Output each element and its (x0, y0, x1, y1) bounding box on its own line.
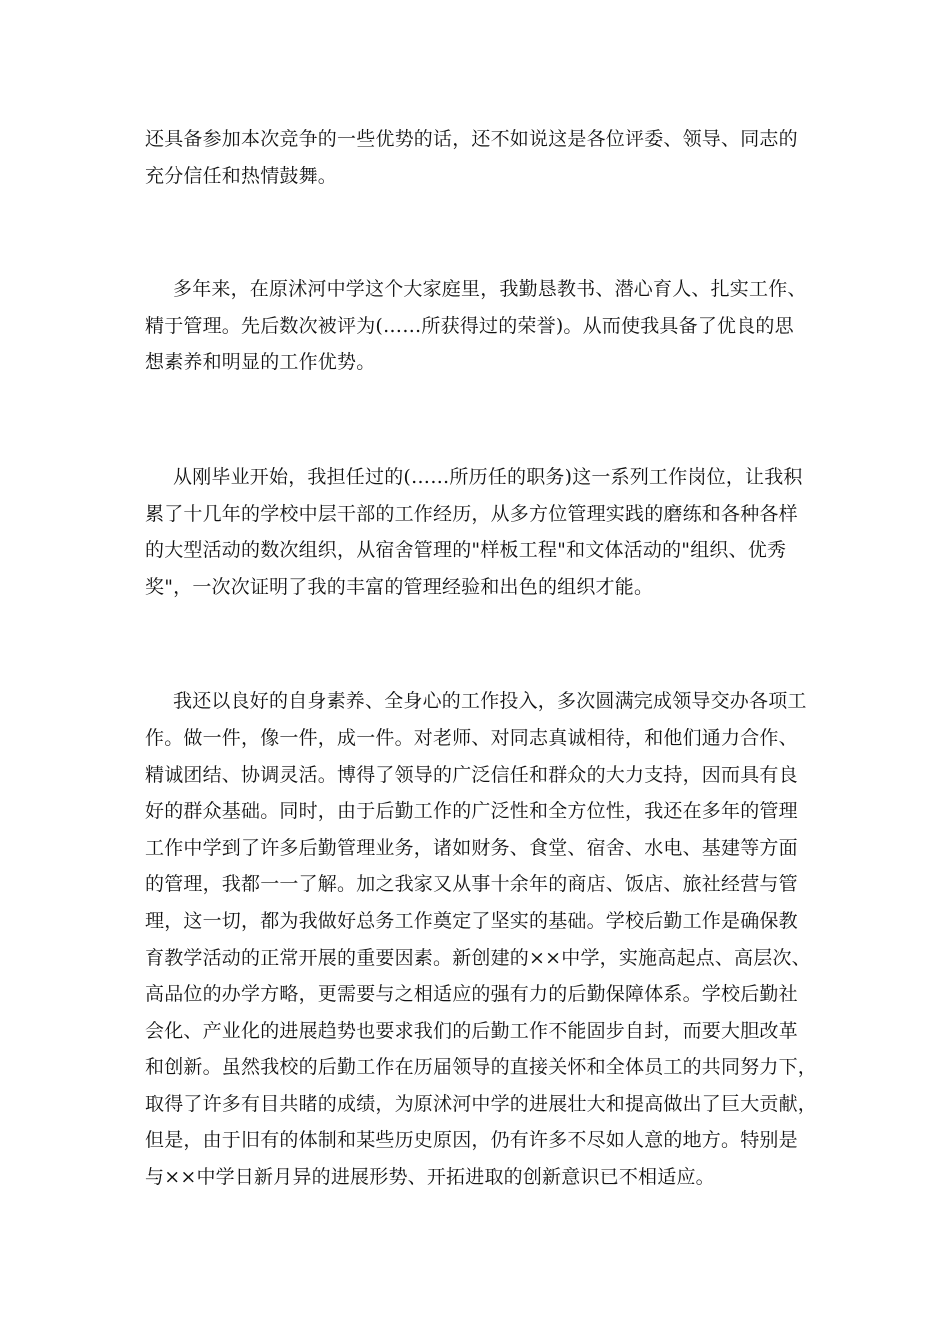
text-line: 好的群众基础。同时，由于后勤工作的广泛性和全方位性，我还在多年的管理 (145, 800, 798, 823)
text-line: 多年来，在原沭河中学这个大家庭里，我勤恳教书、潜心育人、扎实工作、 (173, 278, 807, 301)
text-line: 奖"，一次次证明了我的丰富的管理经验和出色的组织才能。 (145, 575, 654, 598)
text-line: 的大型活动的数次组织，从宿舍管理的"样板工程"和文体活动的"组织、优秀 (145, 539, 787, 562)
paragraph-3 (145, 459, 810, 605)
document-page (145, 121, 818, 1196)
text-line: 会化、产业化的进展趋势也要求我们的后勤工作不能固步自封，而要大胆改革 (145, 1019, 798, 1042)
text-line: 充分信任和热情鼓舞。 (145, 164, 338, 187)
text-line: 从刚毕业开始，我担任过的(……所历任的职务)这一系列工作岗位，让我积 (173, 465, 803, 488)
text-line: 和创新。虽然我校的后勤工作在历届领导的直接关怀和全体员工的共同努力下， (145, 1056, 818, 1079)
paragraph-4 (145, 683, 818, 1195)
text-line: 累了十几年的学校中层干部的工作经历，从多方位管理实践的磨练和各种各样 (145, 502, 798, 525)
text-line: 还具备参加本次竞争的一些优势的话，还不如说这是各位评委、领导、同志的 (145, 128, 798, 150)
text-line: 取得了许多有目共睹的成绩，为原沭河中学的进展壮大和提高做出了巨大贡献， (145, 1092, 818, 1115)
text-line: 工作中学到了许多后勤管理业务，诸如财务、食堂、宿舍、水电、基建等方面 (145, 836, 798, 859)
text-line: 的管理，我都一一了解。加之我家又从事十余年的商店、饭店、旅社经营与管 (145, 873, 798, 896)
text-line: 我还以良好的自身素养、全身心的工作投入，多次圆满完成领导交办各项工 (173, 690, 807, 713)
text-line: 理，这一切，都为我做好总务工作奠定了坚实的基础。学校后勤工作是确保教 (145, 909, 798, 932)
text-line: 作。做一件，像一件，成一件。对老师、对同志真诚相待，和他们通力合作、 (145, 726, 798, 749)
text-line: 育教学活动的正常开展的重要因素。新创建的××中学，实施高起点、高层次、 (145, 946, 811, 969)
text-line: 想素养和明显的工作优势。 (145, 351, 376, 374)
text-line: 精于管理。先后数次被评为(……所获得过的荣誉)。从而使我具备了优良的思 (145, 314, 794, 337)
text-line: 但是，由于旧有的体制和某些历史原因，仍有许多不尽如人意的地方。特别是 (145, 1129, 798, 1152)
text-line: 高品位的办学方略，更需要与之相适应的强有力的后勤保障体系。学校后勤社 (145, 983, 798, 1006)
text-line: 与××中学日新月异的进展形势、开拓进取的创新意识已不相适应。 (145, 1166, 715, 1189)
text-line: 精诚团结、协调灵活。博得了领导的广泛信任和群众的大力支持，因而具有良 (145, 763, 798, 786)
paragraph-1 (145, 121, 810, 194)
paragraph-2 (145, 271, 810, 381)
